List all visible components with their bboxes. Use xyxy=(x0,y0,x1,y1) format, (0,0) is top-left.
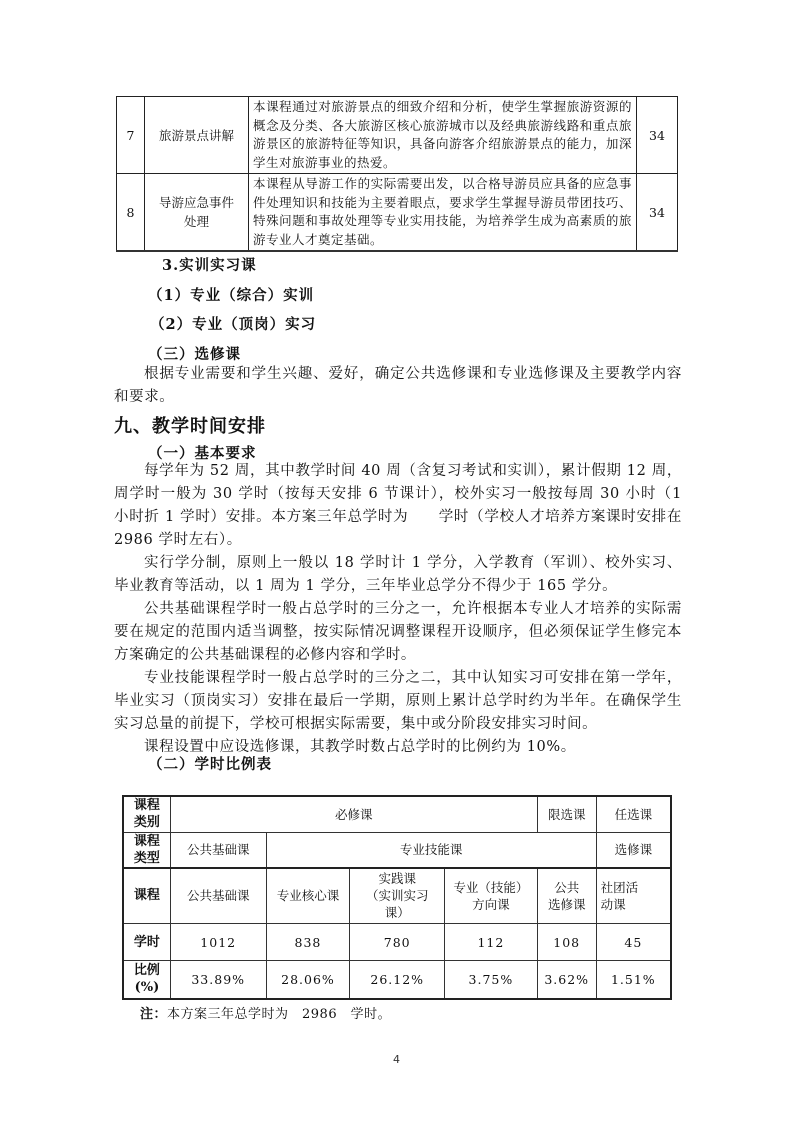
course-line: 选修课 xyxy=(547,896,586,912)
course-line: 公共 xyxy=(554,879,580,895)
chapter-heading: 九、教学时间安排 xyxy=(114,416,266,437)
course-line: 专业核心课 xyxy=(276,888,340,904)
course-number: 7 xyxy=(117,97,145,174)
row-header-hours: 学时 xyxy=(123,924,170,961)
paragraph: 实行学分制，原则上一般以 18 学时计 1 学分，入学教育（军训）、校外实习、毕业教育等活动，以 1 周为 1 学分，三年毕业总学分不得少于 165 学分。 xyxy=(114,555,682,594)
course-line: 专业（技能） xyxy=(453,879,529,895)
basic-requirements-body xyxy=(114,460,682,759)
basic-requirements-heading: （一）基本要求 xyxy=(148,445,257,462)
course-line: 社团活 xyxy=(600,879,639,895)
table-row xyxy=(123,961,671,999)
header-line: 课程 xyxy=(133,798,160,814)
course-cell xyxy=(596,868,671,924)
ratio-cell: 33.89% xyxy=(170,961,266,999)
row-header-type xyxy=(123,832,170,868)
page-number: 4 xyxy=(393,1053,400,1066)
elective-paragraph: 根据专业需要和学生兴趣、爱好，确定公共选修课和专业选修课及主要教学内容和要求。 xyxy=(114,366,682,405)
hours-ratio-table xyxy=(122,795,672,1000)
row-header-ratio xyxy=(123,961,170,999)
paragraph: 课程设置中应设选修课，其教学时数占总学时的比例约为 10%。 xyxy=(144,739,576,755)
hours-cell: 780 xyxy=(350,924,445,961)
note-text: 本方案三年总学时为 2986 学时。 xyxy=(167,1007,392,1022)
course-name-line: 导游应急事件 xyxy=(158,195,234,210)
table-note xyxy=(140,1003,391,1022)
course-cell xyxy=(445,868,538,924)
category-free-elective: 任选课 xyxy=(596,796,671,832)
type-public-basic: 公共基础课 xyxy=(170,832,266,868)
header-line: 课程 xyxy=(133,833,160,849)
header-line: (%) xyxy=(134,980,160,996)
note-label: 注： xyxy=(140,1007,168,1022)
paragraph: 每学年为 52 周，其中教学时间 40 周（含复习考试和实训），累计假期 12 周，周学时一般为 30 学时（按每天安排 6 节课计），校外实习一般按每周 30 小时（1 小时折 1 学时）安排。本方案三年总学时为 学时（学校人才培养方案课时安排在 2986 学时左右）。 xyxy=(114,463,682,548)
course-line: 实践课 xyxy=(378,871,416,887)
paragraph: 专业技能课程学时一般占总学时的三分之二，其中认知实习可安排在第一学年，毕业实习（顶岗实习）安排在最后一学期，原则上累计总学时约为半年。在确保学生实习总量的前提下，学校可根据实际需要，集中或分阶段安排实习时间。 xyxy=(114,670,682,732)
hours-cell: 108 xyxy=(537,924,596,961)
row-header-course: 课程 xyxy=(123,868,170,924)
header-line: 类型 xyxy=(133,850,160,866)
course-description-table xyxy=(116,96,678,252)
course-name-line: 处理 xyxy=(183,214,209,229)
table-row xyxy=(123,924,671,961)
table-row xyxy=(123,796,671,832)
type-elective: 选修课 xyxy=(596,832,671,868)
ratio-cell: 1.51% xyxy=(596,961,671,999)
course-line: 课） xyxy=(384,905,410,921)
header-line: 类别 xyxy=(133,815,160,831)
course-name xyxy=(145,97,249,174)
paragraph: 公共基础课程学时一般占总学时的三分之一，允许根据本专业人才培养的实际需要在规定的范围内适当调整，按实际情况调整课程开设顺序，但必须保证学生修完本方案确定的公共基础课程的必修内容和学时。 xyxy=(114,601,682,663)
hours-cell: 112 xyxy=(445,924,538,961)
table-row xyxy=(117,97,678,174)
table-row xyxy=(123,832,671,868)
practice-heading: 3.实训实习课 xyxy=(162,257,257,274)
course-cell xyxy=(266,868,350,924)
ratio-cell: 26.12% xyxy=(350,961,445,999)
course-cell xyxy=(350,868,445,924)
practice-subheading-2: （2）专业（顶岗）实习 xyxy=(150,316,317,333)
table-row xyxy=(123,868,671,924)
table-row xyxy=(117,174,678,252)
hours-cell: 1012 xyxy=(170,924,266,961)
course-cell xyxy=(170,868,266,924)
ratio-cell: 3.75% xyxy=(445,961,538,999)
course-number: 8 xyxy=(117,174,145,252)
course-hours: 34 xyxy=(637,174,678,252)
hours-cell: 45 xyxy=(596,924,671,961)
ratio-cell: 3.62% xyxy=(537,961,596,999)
ratio-table-heading: （二）学时比例表 xyxy=(148,756,272,773)
course-line: 公共基础课 xyxy=(186,888,250,904)
header-line: 比例 xyxy=(133,963,160,979)
category-required: 必修课 xyxy=(170,796,537,832)
type-professional-skill: 专业技能课 xyxy=(266,832,596,868)
course-line: （实训实习 xyxy=(365,888,429,904)
course-cell xyxy=(537,868,596,924)
course-description: 本课程从导游工作的实际需要出发，以合格导游员应具备的应急事件处理知识和技能为主要着眼点，要求学生掌握导游员带团技巧、特殊问题和事故处理等专业实用技能，为培养学生成为高素质的旅游专业人才奠定基础。 xyxy=(249,174,637,252)
ratio-cell: 28.06% xyxy=(266,961,350,999)
course-line: 方向课 xyxy=(472,896,510,912)
row-header-category xyxy=(123,796,170,832)
course-hours: 34 xyxy=(637,97,678,174)
practice-subheading-1: （1）专业（综合）实训 xyxy=(148,287,315,304)
course-name-line: 旅游景点讲解 xyxy=(158,127,234,143)
course-description: 本课程通过对旅游景点的细致介绍和分析，使学生掌握旅游资源的概念及分类、各大旅游区核心旅游城市以及经典旅游线路和重点旅游景区的旅游特征等知识，具备向游客介绍旅游景点的能力，加深学生对旅游事业的热爱。 xyxy=(249,97,637,174)
course-name xyxy=(145,174,249,252)
hours-cell: 838 xyxy=(266,924,350,961)
course-line: 动课 xyxy=(600,896,626,912)
elective-heading: （三）选修课 xyxy=(148,346,241,363)
category-restricted-elective: 限选课 xyxy=(537,796,596,832)
